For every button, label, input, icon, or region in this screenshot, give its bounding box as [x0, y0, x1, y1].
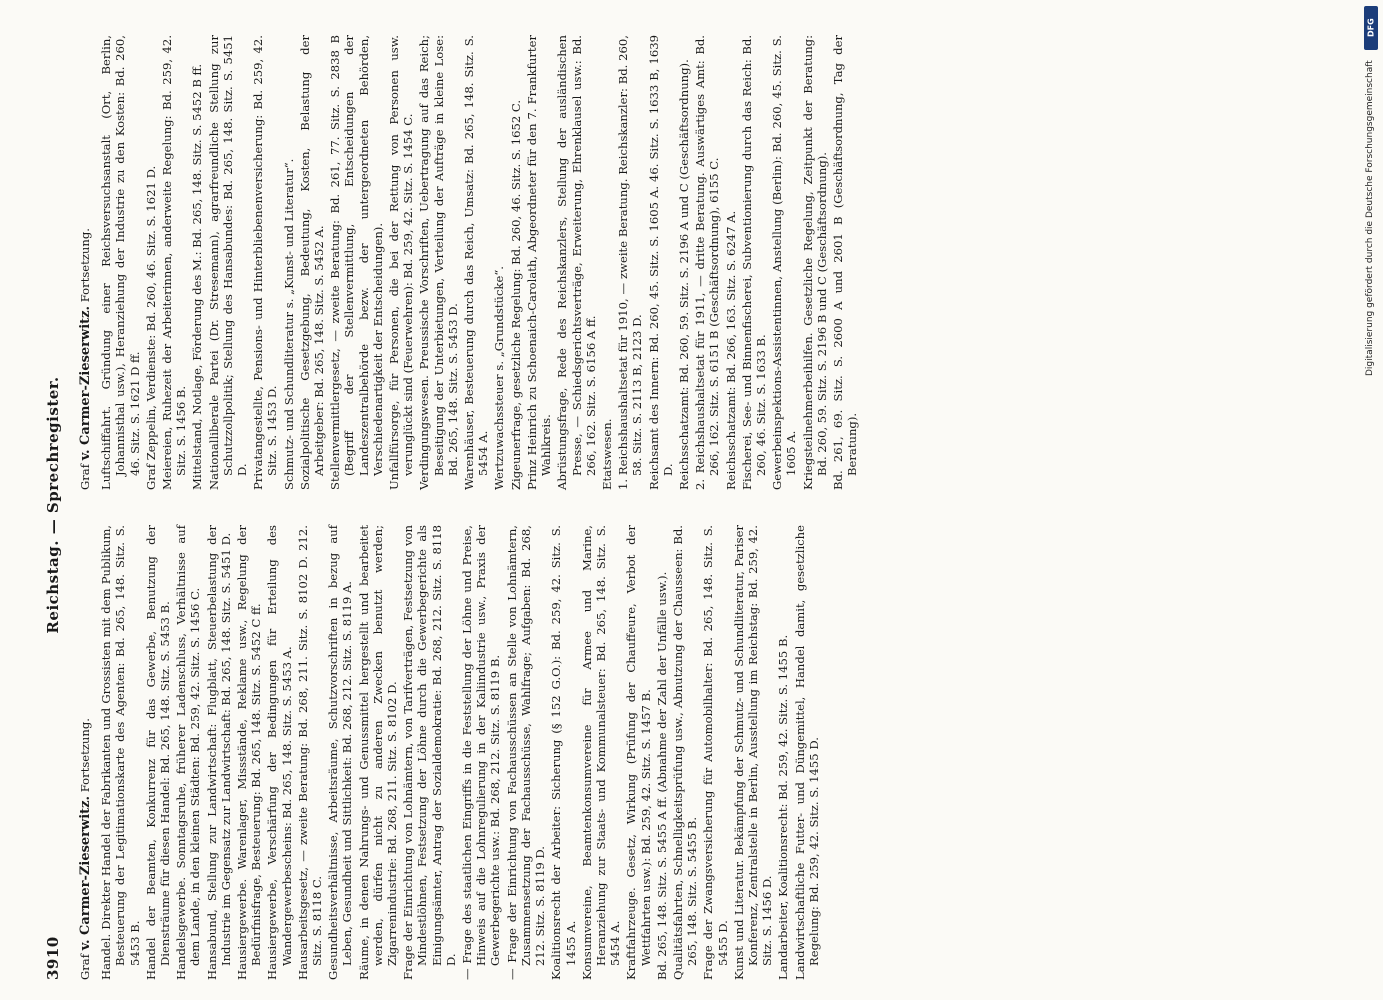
index-entry: Mittelstand, Notlage, Förderung des M.: Bd. 265, 148. Sitz. S. 5452 B ff.: [190, 63, 205, 490]
left-entries: [99, 525, 821, 980]
index-entry: Bd. 265, 148. Sitz. S. 5455 A ff. (Abnahme der Zahl der Unfälle usw.).: [654, 571, 669, 980]
index-entry: Koalitionsrecht der Arbeiter: Sicherung (§ 152 G.O.): Bd. 259, 42. Sitz. S. 1455 A.: [549, 525, 578, 980]
stamp-text: Digitalisierung gefördert durch die Deutsche Forschungsgemeinschaft: [1365, 60, 1375, 376]
heading-suffix: Fortsetzung.: [78, 228, 92, 303]
index-entry: Privatangestellte, Pensions- und Hinterbliebenenversicherung: Bd. 259, 42. Sitz. S. 1453 D.: [251, 35, 280, 490]
index-entry: Kriegsteilnehmerbeihilfen. Gesetzliche Regelung, Zeitpunkt der Beratung: Bd. 260, 59. Sitz. S. 2196 B und C (Geschäftsordnung).: [800, 35, 829, 490]
index-entry: Nationalliberale Partei (Dr. Stresemann), agrarfreundliche Stellung zur Schutzzollpolitik; Stellung des Hansabundes: Bd. 265, 148. Sitz. S. 5451 D.: [206, 35, 250, 490]
index-entry: Qualitätsfahrten, Schnelligkeitsprüfung usw., Abnutzung der Chausseen: Bd. 265, 148. Sitz. S. 5455 B.: [670, 525, 700, 980]
index-entry: — Frage der Einrichtung von Fachausschüssen an Stelle von Lohnämtern, Zusammensetzung der Fachausschüsse, Wahlfrage; Aufgaben: Bd. 268, 212. Sitz. S. 8119 D.: [504, 525, 548, 980]
heading-prefix: Graf: [78, 953, 92, 980]
index-entry: Warenhäuser, Besteuerung durch das Reich, Umsatz: Bd. 265, 148. Sitz. S. 5454 A.: [462, 35, 491, 490]
index-entry: Prinz Heinrich zu Schoenaich-Carolath, Abgeordneter für den 7. Frankfurter Wahlkreis.: [524, 35, 554, 490]
index-entry: Fischerei, See- und Binnenfischerei, Subventionierung durch das Reich: Bd. 260, 46. Sitz. S. 1633 B.: [739, 35, 768, 490]
dfg-logo: DFG: [1364, 6, 1378, 50]
index-entry: Hausarbeitsgesetz, — zweite Beratung: Bd. 268, 211. Sitz. S. 8102 D. 212. Sitz. S. 8118 C.: [295, 525, 325, 980]
index-entry: Handel der Beamten, Konkurrenz für das Gewerbe, Benutzung der Diensträume für diesen Handel: Bd. 265, 148. Sitz. S. 5453 B.: [143, 525, 173, 980]
index-entry: Graf Zeppelin, Verdienste: Bd. 260, 46. Sitz. S. 1621 D.: [143, 165, 158, 490]
index-entry: Abrüstungsfrage, Rede des Reichskanzlers, Stellung der ausländischen Presse, — Schiedsgerichtsverträge, Erweiterung, Ehrenklausel usw.: Bd. 266, 162. Sitz. S. 6156 A ff.: [555, 35, 598, 490]
index-entry: Reichsschatzamt: Bd. 266, 163. Sitz. S. 6247 A.: [723, 210, 738, 490]
index-entry: Luftschiffahrt. Gründung einer Reichsversuchsanstalt (Ort, Berlin, Johannisthal usw.), Heranziehung der Industrie zu den Kosten: Bd. 260, 46. Sitz. S. 1621 D ff.: [99, 35, 142, 490]
index-entry: Meiereien, Ruhezeit der Arbeiterinnen, anderweite Regelung: Bd. 259, 42. Sitz. S. 1456 B.: [160, 35, 189, 490]
index-entry: Unfallfürsorge, für Personen, die bei der Rettung von Personen usw. verunglückt sind (Feuerwehren): Bd. 259, 42. Sitz. S. 1454 C.: [387, 35, 416, 490]
right-column: [78, 35, 1278, 490]
right-column-heading: [78, 35, 93, 490]
index-entry: Frage der Zwangsversicherung für Automobilhalter: Bd. 265, 148. Sitz. S. 5455 D.: [701, 525, 730, 980]
index-entry: Reichsamt des Innern: Bd. 260, 45. Sitz. S. 1605 A. 46. Sitz. S. 1633 B, 1639 D.: [646, 35, 675, 490]
two-column-body: [78, 30, 1278, 980]
page-number: 3910: [44, 936, 62, 980]
index-entry: Stellenvermittlergesetz, — zweite Beratung: Bd. 261, 77. Sitz. S. 2838 B (Begriff der Stellenvermittlung, Entscheidungen der Landeszentralbehörde bezw. der untergeordneten Behörden, Verschiedenartigkeit der Entscheidungen).: [328, 35, 385, 490]
index-entry: Hausiergewerbe, Verschärfung der Bedingungen für Erteilung des Wandergewerbescheins: Bd. 265, 148. Sitz. S. 5453 A.: [265, 525, 294, 980]
index-entry: — Frage des staatlichen Eingriffs in die Feststellung der Löhne und Preise, Hinweis auf die Lohnregulierung in der Kaliindustrie usw., Praxis der Gewerbegerichte usw.: Bd. 268, 212. Sitz. S. 8119 B.: [460, 525, 503, 980]
index-entry: Landwirtschaftliche Futter- und Düngemittel, Handel damit, gesetzliche Regelung: Bd. 259, 42. Sitz. S. 1455 D.: [792, 525, 821, 980]
index-entry: Gewerbeinspektions-Assistentinnen, Anstellung (Berlin): Bd. 260, 45. Sitz. S. 1605 A.: [770, 35, 799, 490]
index-entry: Kunst und Literatur. Bekämpfung der Schmutz- und Schundliteratur, Pariser Konferenz, Zentralstelle in Berlin, Ausstellung im Reichstag: Bd. 259, 42. Sitz. S. 1456 D.: [731, 525, 775, 980]
index-entry: Kraftfahrzeuge. Gesetz, Wirkung (Prüfung der Chauffeure, Verbot der Wettfahrten usw.): Bd. 259, 42. Sitz. S. 1457 B.: [624, 525, 653, 980]
index-entry: Bd. 261, 69. Sitz. S. 2600 A und 2601 B (Geschäftsordnung, Tag der Beratung).: [830, 35, 860, 490]
index-entry: 2. Reichshaushaltsetat für 1911, — dritte Beratung. Auswärtiges Amt: Bd. 266, 162. Sitz. S. 6151 B (Geschäftsordnung), 6155 C.: [693, 35, 722, 490]
index-entry: Handel. Direkter Handel der Fabrikanten und Grossisten mit dem Publikum, Besteuerung der Legitimationskarte des Agenten: Bd. 265, 148. Sitz. S. 5453 B.: [99, 525, 142, 980]
left-column-heading: [78, 525, 93, 980]
index-entry: Sozialpolitische Gesetzgebung, Bedeutung, Kosten, Belastung der Arbeitgeber: Bd. 265, 148. Sitz. S. 5452 A.: [297, 35, 327, 490]
heading-name: v. Carmer-Zieserwitz.: [78, 305, 93, 461]
index-entry: Verdingungswesen. Preussische Vorschriften, Uebertragung auf das Reich; Beseitigung der Unterbietungen, Verteilung der Aufträge in kleine Lose: Bd. 265, 148. Sitz. S. 5453 D.: [417, 35, 460, 490]
index-entry: Hansabund, Stellung zur Landwirtschaft: Flugblatt, Steuerbelastung der Industrie im Gegensatz zur Landwirtschaft: Bd. 265, 148. Sitz. S. 5451 D.: [204, 525, 233, 980]
index-entry: Landarbeiter, Koalitionsrecht: Bd. 259, 42. Sitz. S. 1455 B.: [776, 634, 791, 980]
running-title: Reichstag. — Sprechregister.: [44, 376, 62, 634]
index-entry: Räume, in denen Nahrungs- und Genussmittel hergestellt und bearbeitet werden, dürfen nicht zu anderen Zwecken benutzt werden; Zigarrenindustrie: Bd. 268, 211. Sitz. S. 8102 D.: [356, 525, 400, 980]
index-entry: 1. Reichshaushaltsetat für 1910, — zweite Beratung. Reichskanzler: Bd. 260, 58. Sitz. S. 2113 B, 2123 D.: [616, 35, 645, 490]
heading-name: v. Carmer-Zieserwitz.: [78, 795, 93, 951]
digitization-stamp: [1361, 0, 1383, 1000]
left-column: [78, 525, 1278, 980]
rotated-content: [40, 30, 1290, 980]
index-entry: Wertzuwachssteuer s. „Grundstücke“.: [492, 266, 507, 490]
index-entry: Zigeunerfrage, gesetzliche Regelung: Bd. 260, 46. Sitz. S. 1652 C.: [508, 99, 523, 490]
running-head: [40, 30, 70, 980]
index-entry: Etatswesen.: [599, 418, 614, 490]
heading-prefix: Graf: [78, 463, 92, 490]
heading-suffix: Fortsetzung.: [78, 718, 92, 793]
index-entry: Handelsgewerbe. Sonntagsruhe, früherer Ladenschluss, Verhältnisse auf dem Lande, in den kleinen Städten: Bd. 259, 42. Sitz. S. 1456 C.: [174, 525, 203, 980]
right-entries: [99, 35, 859, 490]
index-entry: Konsumvereine, Beamtenkonsumvereine für Armee und Marine, Heranziehung zur Staats- und Kommunalsteuer: Bd. 265, 148. Sitz. S. 5454 A.: [579, 525, 623, 980]
index-entry: Schmutz- und Schundliteratur s. „Kunst- und Literatur“.: [281, 158, 296, 490]
index-entry: Frage der Einrichtung von Lohnämtern, von Tarifverträgen, Festsetzung von Mindestlöhnen, Festsetzung der Löhne durch die Gewerbegerichte als Einigungsämter, Antrag der Sozialdemokratie: Bd. 268, 212. Sitz. S. 8118 D.: [401, 525, 458, 980]
index-entry: Hausiergewerbe. Warenlager, Missstände, Reklame usw., Regelung der Bedürfnisfrage, Besteuerung: Bd. 265, 148. Sitz. S. 5452 C ff.: [235, 525, 264, 980]
index-entry: Reichsschatzamt: Bd. 260, 59. Sitz. S. 2196 A und C (Geschäftsordnung).: [676, 59, 691, 490]
index-entry: Gesundheitsverhältnisse, Arbeitsräume, Schutzvorschriften in bezug auf Leben, Gesundheit und Sittlichkeit: Bd. 268, 212. Sitz. S. 8119 A.: [326, 525, 355, 980]
